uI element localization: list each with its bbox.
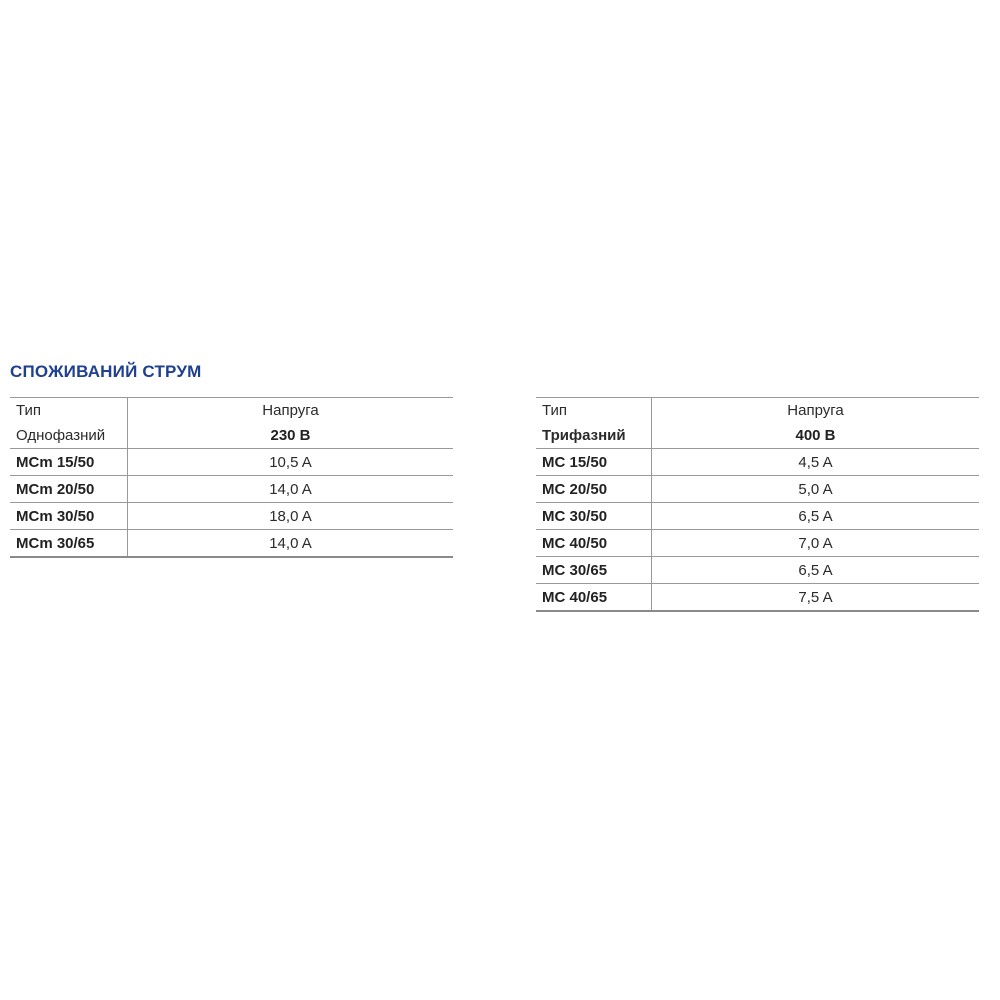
current-value: 5,0 A <box>652 476 980 503</box>
table-row <box>536 476 979 503</box>
model-name: MC 30/50 <box>536 503 652 530</box>
voltage-header: Напруга <box>128 398 454 424</box>
section-title: СПОЖИВАНИЙ СТРУМ <box>10 362 202 381</box>
header-row <box>10 398 453 424</box>
table-row <box>10 476 453 503</box>
model-name: MCm 30/65 <box>10 530 128 558</box>
phase-row <box>536 423 979 449</box>
table-row <box>10 449 453 476</box>
current-value: 6,5 A <box>652 557 980 584</box>
table-row <box>536 530 979 557</box>
table-row <box>10 503 453 530</box>
voltage-value: 400 В <box>652 423 980 449</box>
current-value: 14,0 A <box>128 530 454 558</box>
table-row <box>536 584 979 612</box>
model-name: MC 30/65 <box>536 557 652 584</box>
table-row <box>536 557 979 584</box>
current-value: 4,5 A <box>652 449 980 476</box>
model-name: MCm 20/50 <box>10 476 128 503</box>
current-value: 7,5 A <box>652 584 980 612</box>
table-row <box>10 530 453 558</box>
current-value: 14,0 A <box>128 476 454 503</box>
three-phase-current-table <box>536 397 979 612</box>
header-row <box>536 398 979 424</box>
single-phase-current-table <box>10 397 453 558</box>
model-name: MC 15/50 <box>536 449 652 476</box>
model-name: MC 40/65 <box>536 584 652 612</box>
type-header: Тип <box>16 402 42 419</box>
current-value: 10,5 A <box>128 449 454 476</box>
model-name: MC 40/50 <box>536 530 652 557</box>
phase-label: Трифазний <box>542 427 626 444</box>
phase-row <box>10 423 453 449</box>
type-header: Тип <box>542 402 568 419</box>
table-row <box>536 503 979 530</box>
table-row <box>536 449 979 476</box>
phase-label: Однофазний <box>16 427 106 444</box>
model-name: MC 20/50 <box>536 476 652 503</box>
model-name: MCm 30/50 <box>10 503 128 530</box>
current-value: 18,0 A <box>128 503 454 530</box>
current-value: 7,0 A <box>652 530 980 557</box>
voltage-header: Напруга <box>652 398 980 424</box>
voltage-value: 230 В <box>128 423 454 449</box>
current-value: 6,5 A <box>652 503 980 530</box>
model-name: MCm 15/50 <box>10 449 128 476</box>
